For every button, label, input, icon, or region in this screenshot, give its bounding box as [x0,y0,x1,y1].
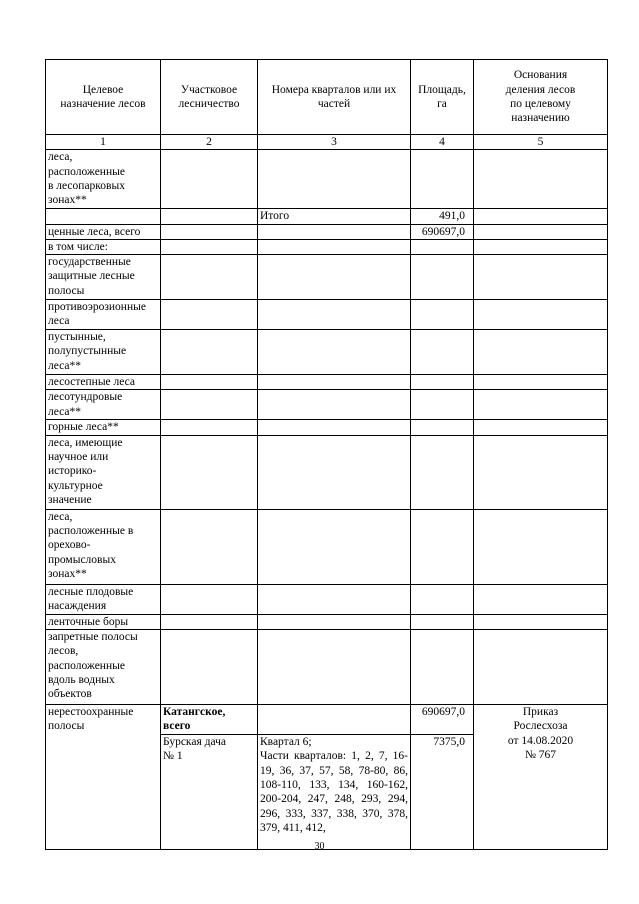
area-cell [411,375,474,390]
forestry-cell [161,300,258,330]
forestry-cell [161,239,258,254]
forestry-cell [161,375,258,390]
forestry-cell [161,435,258,509]
area-cell [411,435,474,509]
header-forestry: Участковое лесничество [161,60,258,135]
basis-cell [474,239,608,254]
header-basis: Основания деления лесов по целевому назначению [474,60,608,135]
quarters-cell [258,300,411,330]
table-row [46,390,608,420]
basis-cell [474,584,608,614]
area-cell [411,584,474,614]
forestry-cell [161,584,258,614]
page-number: 30 [314,841,325,852]
area-cell [411,614,474,629]
quarters-cell [258,630,411,705]
basis-cell [474,509,608,584]
purpose-cell: лесные плодовые насаждения [46,584,161,614]
purpose-cell: ленточные боры [46,614,161,629]
purpose-cell: государственные защитные лесные полосы [46,255,161,300]
quarters-cell [258,509,411,584]
table-row [46,375,608,390]
table-row [46,705,608,735]
table-row [46,224,608,239]
area-cell: 690697,0 [411,705,474,735]
basis-cell [474,255,608,300]
basis-cell [474,420,608,435]
forestry-cell [161,390,258,420]
table-row [46,330,608,375]
purpose-cell: леса, расположенные в лесопарковых зонах** [46,150,161,209]
basis-cell [474,209,608,224]
column-number: 5 [474,135,608,150]
basis-cell [474,630,608,705]
purpose-cell: леса, имеющие научное или историко- культурное значение [46,435,161,509]
table-row [46,209,608,224]
area-cell [411,330,474,375]
column-number-row [46,135,608,150]
area-cell: 491,0 [411,209,474,224]
quarters-cell [258,239,411,254]
table-row [46,420,608,435]
quarters-cell [258,150,411,209]
forestry-cell [161,330,258,375]
quarters-cell [258,705,411,735]
forestry-cell [161,509,258,584]
basis-cell [474,435,608,509]
forestry-cell [161,614,258,629]
quarters-cell [258,614,411,629]
basis-cell [474,390,608,420]
forestry-cell [161,255,258,300]
quarters-list-cell: Квартал 6; Части кварталов: 1, 2, 7, 16-19, 36, 37, 57, 58, 78-80, 86, 108-110, 133, 134, 160-162, 200-204, 247, 248, 293, 294, 296, 333, 337, 338, 370, 378, 379, 411, 412, [258,735,411,850]
table-row [46,150,608,209]
header-area: Площадь, га [411,60,474,135]
area-cell: 690697,0 [411,224,474,239]
basis-cell [474,224,608,239]
table-row [46,630,608,705]
header-quarters: Номера кварталов или их частей [258,60,411,135]
column-number: 3 [258,135,411,150]
table-row [46,255,608,300]
quarters-cell [258,375,411,390]
quarters-cell [258,435,411,509]
area-cell [411,255,474,300]
table-row [46,614,608,629]
purpose-cell: нерестоохранные полосы [46,705,161,850]
purpose-cell: горные леса** [46,420,161,435]
basis-cell [474,614,608,629]
purpose-cell: лесотундровые леса** [46,390,161,420]
header-purpose: Целевое назначение лесов [46,60,161,135]
quarters-cell [258,330,411,375]
quarters-total-cell: Итого [258,209,411,224]
basis-cell [474,150,608,209]
column-number: 4 [411,135,474,150]
table-row [46,435,608,509]
table-row [46,239,608,254]
purpose-cell [46,209,161,224]
table-header-row [46,60,608,135]
purpose-cell: запретные полосы лесов, расположенные вдоль водных объектов [46,630,161,705]
quarters-cell [258,224,411,239]
area-cell [411,630,474,705]
forestry-cell [161,209,258,224]
purpose-cell: в том числе: [46,239,161,254]
purpose-cell: лесостепные леса [46,375,161,390]
table-row [46,584,608,614]
area-cell [411,509,474,584]
basis-cell [474,300,608,330]
area-cell [411,150,474,209]
purpose-cell: ценные леса, всего [46,224,161,239]
forestry-total-cell: Катангское, всего [161,705,258,735]
forestry-cell [161,420,258,435]
column-number: 1 [46,135,161,150]
column-number: 2 [161,135,258,150]
forestry-cell: Бурская дача № 1 [161,735,258,850]
purpose-cell: противоэрозионные леса [46,300,161,330]
basis-cell [474,330,608,375]
forest-purpose-table [45,59,608,850]
basis-cell [474,375,608,390]
quarters-cell [258,420,411,435]
area-cell [411,239,474,254]
forestry-cell [161,630,258,705]
area-cell [411,300,474,330]
purpose-cell: пустынные, полупустынные леса** [46,330,161,375]
quarters-cell [258,390,411,420]
forestry-cell [161,150,258,209]
purpose-cell: леса, расположенные в орехово- промысловых зонах** [46,509,161,584]
basis-cell: Приказ Рослесхоза от 14.08.2020 № 767 [474,705,608,850]
area-cell [411,390,474,420]
quarters-cell [258,584,411,614]
area-cell [411,420,474,435]
forestry-cell [161,224,258,239]
table-row [46,300,608,330]
table-row [46,509,608,584]
area-cell: 7375,0 [411,735,474,850]
quarters-cell [258,255,411,300]
